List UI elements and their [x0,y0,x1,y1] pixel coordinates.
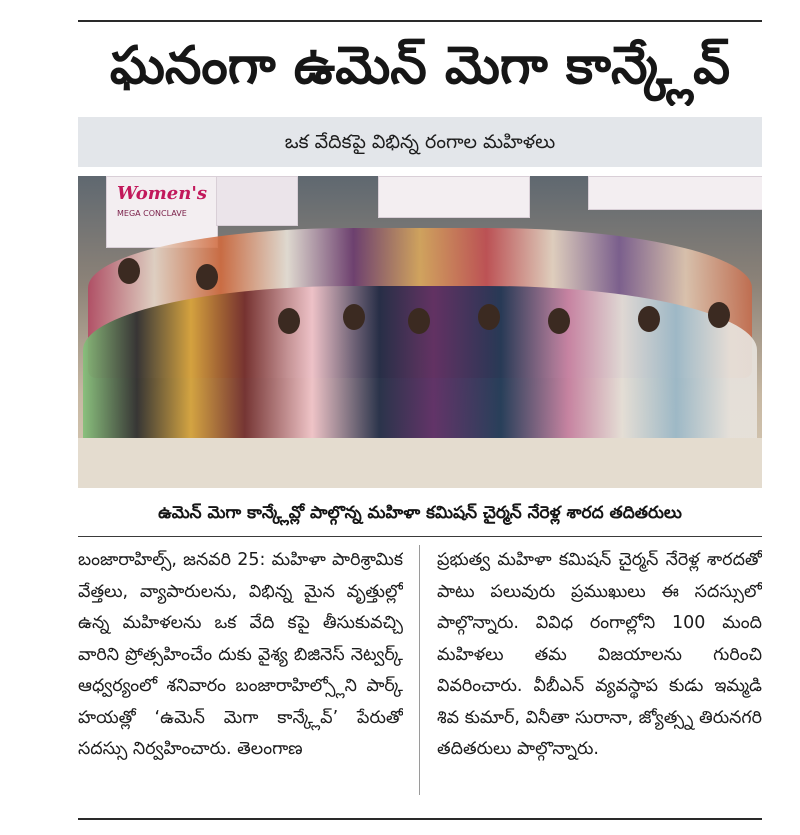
caption-rule [78,536,762,537]
article-body-right: ప్రభుత్వ మహిళా కమిషన్ చైర్మన్ నేరెళ్ల శారదతో పాటు పలువురు ప్రముఖులు ఈ సదస్సులో పాల్గొన్నారు. వివిధ రంగాల్లోని 100 మంది మహిళలు తమ విజయాలను గురించి వివరించారు. వీబీఎన్ వ్యవస్థాప కుడు ఇమ్మడి శివ కుమార్, వినీతా సురానా, జ్యోత్స్న తిరునగరి తదితరులు పాల్గొన్నారు. [437,550,762,759]
person-head [343,304,365,330]
column-divider [419,545,420,795]
article-subheadline: ఒక వేదికపై విభిన్న రంగాల మహిళలు [78,117,762,167]
banner-logo-text: Women's [117,183,207,204]
article-body-left: బంజారాహిల్స్, జనవరి 25: మహిళా పారిశ్రామిక వేత్తలు, వ్యాపారులను, విభిన్న మైన వృత్తుల్లో ఉన్న మహిళలను ఒక వేది కపై తీసుకువచ్చి వారిని ప్రోత్సహించేం దుకు వైశ్య బిజినెస్ నెట్వర్క్ ఆధ్వర్యంలో శనివారం బంజారాహిల్స్లోని పార్క్ హయత్లో ‘ఉమెన్ మెగా కాన్క్లేవ్’ పేరుతో సదస్సు నిర్వహించారు. తెలంగాణ [78,550,403,759]
event-banner-left [106,176,218,248]
person-head [638,306,660,332]
person-head [118,258,140,284]
person-head [478,304,500,330]
stage-floor [78,438,762,488]
article-photo [78,176,762,488]
event-banner-left-2 [216,176,298,226]
person-head [196,264,218,290]
person-head [548,308,570,334]
photo-caption: ఉమెన్ మెగా కాన్క్లేవ్లో పాల్గొన్న మహిళా కమిషన్ చైర్మన్ నేరెళ్ల శారద తదితరులు [158,503,682,523]
event-banner-center [378,176,530,218]
bottom-rule [78,818,762,820]
event-banner-right [588,176,762,210]
person-head [708,302,730,328]
article-headline: ఘనంగా ఉమెన్ మెగా కాన్క్లేవ్ [109,36,731,96]
top-rule [78,20,762,22]
person-head [408,308,430,334]
banner-logo-subtext: MEGA CONCLAVE [117,209,187,218]
person-head [278,308,300,334]
